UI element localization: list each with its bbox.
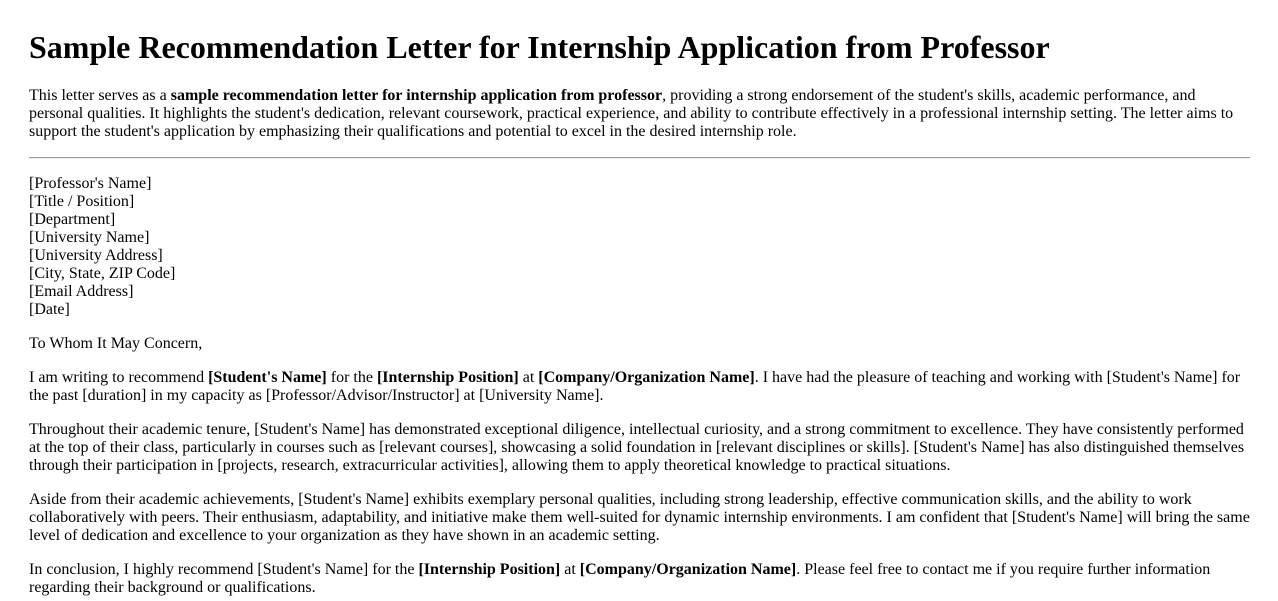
intro-paragraph: This letter serves as a sample recommendation letter for internship application from professor, providing a strong endorsement of the student's skills, academic performance, and personal qualities. It highlights the student's dedication, relevant coursework, practical experience, and ability to contribute effectively in a professional internship setting. The letter aims to support the student's application by emphasizing their qualifications and potential to excel in the desired internship role.: [29, 87, 1234, 140]
salutation: To Whom It May Concern,: [29, 335, 203, 352]
sender-address-block: [Professor's Name] [Title / Position] [Department] [University Name] [University Address] [City, State, ZIP Code] [Email Address] [Date]: [29, 175, 176, 318]
page-title: Sample Recommendation Letter for Internship Application from Professor: [29, 29, 1050, 65]
letter-paragraph-personal-qualities: Aside from their academic achievements, [Student's Name] exhibits exemplary personal qualities, including strong leadership, effective communication skills, and the ability to work collaboratively with peers. Their enthusiasm, adaptability, and initiative make them well-suited for dynamic internship environments. I am confident that [Student's Name] will bring the same level of dedication and excellence to your organization as they have shown in an academic setting.: [29, 491, 1250, 544]
letter-paragraph-academic: Throughout their academic tenure, [Student's Name] has demonstrated exceptional diligence, intellectual curiosity, and a strong commitment to excellence. They have consistently performed at the top of their class, particularly in courses such as [relevant courses], showcasing a solid foundation in [relevant disciplines or skills]. [Student's Name] has also distinguished themselves through their participation in [projects, research, extracurricular activities], allowing them to apply theoretical knowledge to practical situations.: [29, 421, 1245, 474]
divider: [29, 157, 1250, 159]
letter-paragraph-conclusion: In conclusion, I highly recommend [Student's Name] for the [Internship Position] at [Company/Organization Name]. Please feel free to contact me if you require further information regarding their background or qualifications.: [29, 561, 1211, 596]
letter-paragraph-recommendation: I am writing to recommend [Student's Name] for the [Internship Position] at [Company/Organization Name]. I have had the pleasure of teaching and working with [Student's Name] for the past [duration] in my capacity as [Professor/Advisor/Instructor] at [University Name].: [29, 369, 1241, 404]
